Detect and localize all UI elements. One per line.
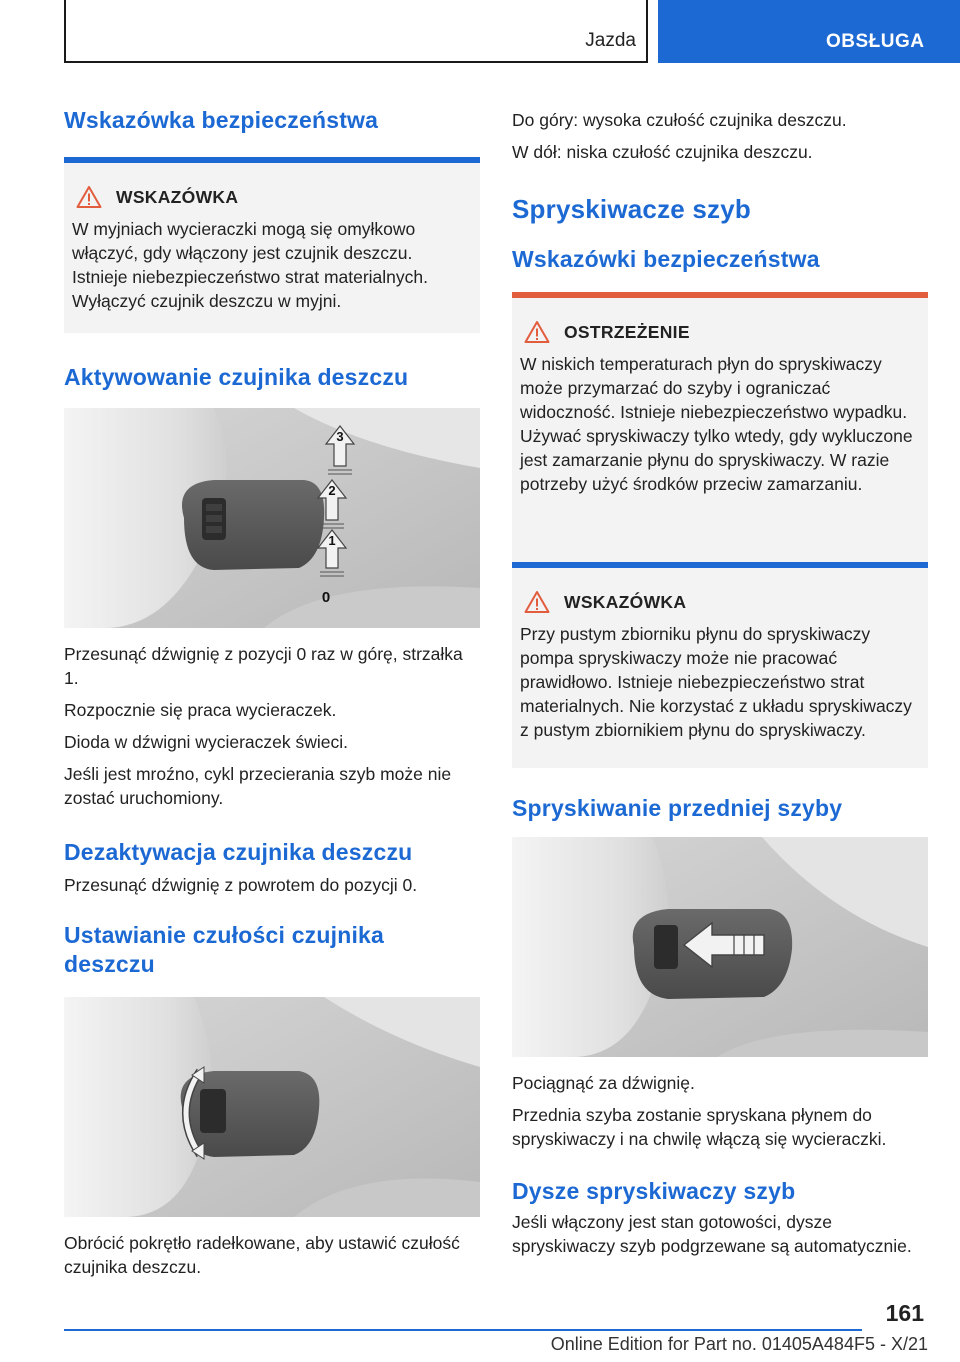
heading-safety-note: Wskazówka bezpieczeństwa (64, 107, 379, 133)
heading-activate-rain-sensor: Aktywowanie czujnika deszczu (64, 364, 409, 390)
para-front-wash-1: Pociągnąć za dźwignię. (512, 1073, 695, 1093)
heading-safety-notes: Wskazówki bezpieczeństwa (512, 246, 820, 272)
heading-washers: Spryskiwacze szyb (512, 194, 751, 224)
fig1-label-1: 1 (328, 533, 336, 548)
figure-pull-stalk (512, 837, 928, 1057)
warning-triangle-icon (524, 590, 550, 614)
heading-nozzles: Dysze spryskiwaczy szyb (512, 1178, 796, 1204)
fig1-label-0: 0 (321, 589, 331, 606)
para-activate-1: Przesunąć dźwignię z pozycji 0 raz w górę, strzałka 1. (64, 644, 463, 688)
para-activate-3: Dioda w dźwigni wycieraczek świeci. (64, 732, 348, 752)
para-sensitivity: Obrócić pokrętło radełkowane, aby ustawić czułość czujnika deszczu. (64, 1233, 460, 1277)
note-text: W myjniach wycieraczki mogą się omyłkowo włączyć, gdy włączony jest czujnik deszczu. Istnieje niebezpieczeństwo strat materialnych. Wyłączyć czujnik deszczu w myjni. (72, 219, 429, 311)
para-sensitivity-down: W dół: niska czułość czujnika deszczu. (512, 142, 813, 162)
para-sensitivity-up: Do góry: wysoka czułość czujnika deszczu. (512, 110, 847, 130)
heading-deactivate-rain-sensor: Dezaktywacja czujnika deszczu (64, 839, 413, 865)
warning-triangle-icon (524, 320, 550, 344)
para-nozzles: Jeśli włączony jest stan gotowości, dysze spryskiwaczy szyb podgrzewane są automatycznie. (512, 1212, 912, 1256)
note-text: Przy pustym zbiorniku płynu do spryskiwaczy pompa spryskiwaczy może nie pracować prawidłowo. Istnieje niebezpieczeństwo strat materialnych. Nie korzystać z układu spryskiwaczy z pustym zbiornikiem płynu do spryskiwaczy. (520, 624, 912, 740)
note-title: WSKAZÓWKA (116, 186, 239, 207)
header-chapter-tab[interactable]: OBSŁUGA (658, 0, 960, 63)
fig1-label-3: 3 (336, 429, 344, 444)
note-box-car-wash (64, 157, 480, 333)
note-title: WSKAZÓWKA (564, 591, 687, 612)
warning-title: OSTRZEŻENIE (564, 321, 690, 342)
para-activate-4: Jeśli jest mroźno, cykl przecierania szyb może nie zostać uruchomiony. (64, 764, 452, 808)
footer-edition: Online Edition for Part no. 01405A484F5 - X/21 (550, 1334, 928, 1354)
figure-knurled-wheel (64, 997, 480, 1217)
right-column (512, 96, 928, 1258)
figure-wiper-stalk-positions (64, 408, 480, 628)
left-column (64, 96, 480, 1279)
para-activate-2: Rozpocznie się praca wycieraczek. (64, 700, 337, 720)
warning-text: W niskich temperaturach płyn do spryskiwaczy może przymarzać do szyby i ograniczać widoczność. Istnieje niebezpieczeństwo wypadku. Używać spryskiwaczy tylko wtedy, gdy wykluczone jest zamarzanie płynu do spryskiwaczy. W razie potrzeby użyć środków przeciw zamarzaniu. (520, 354, 913, 494)
heading-front-wash: Spryskiwanie przedniej szyby (512, 795, 843, 821)
fig1-label-2: 2 (328, 483, 336, 498)
note-box-empty-reservoir (512, 562, 928, 768)
warning-triangle-icon (76, 185, 102, 209)
footer-divider (64, 1329, 862, 1331)
header-section: Jazda (585, 30, 636, 51)
para-front-wash-2: Przednia szyba zostanie spryskana płynem do spryskiwaczy i na chwilę włączą się wycieraczki. (512, 1105, 887, 1149)
para-deactivate: Przesunąć dźwignię z powrotem do pozycji 0. (64, 875, 418, 895)
warning-box-freezing (512, 292, 928, 562)
page-number: 161 (885, 1300, 924, 1326)
heading-sensitivity: Ustawianie czułości czujnika deszczu (64, 922, 385, 977)
